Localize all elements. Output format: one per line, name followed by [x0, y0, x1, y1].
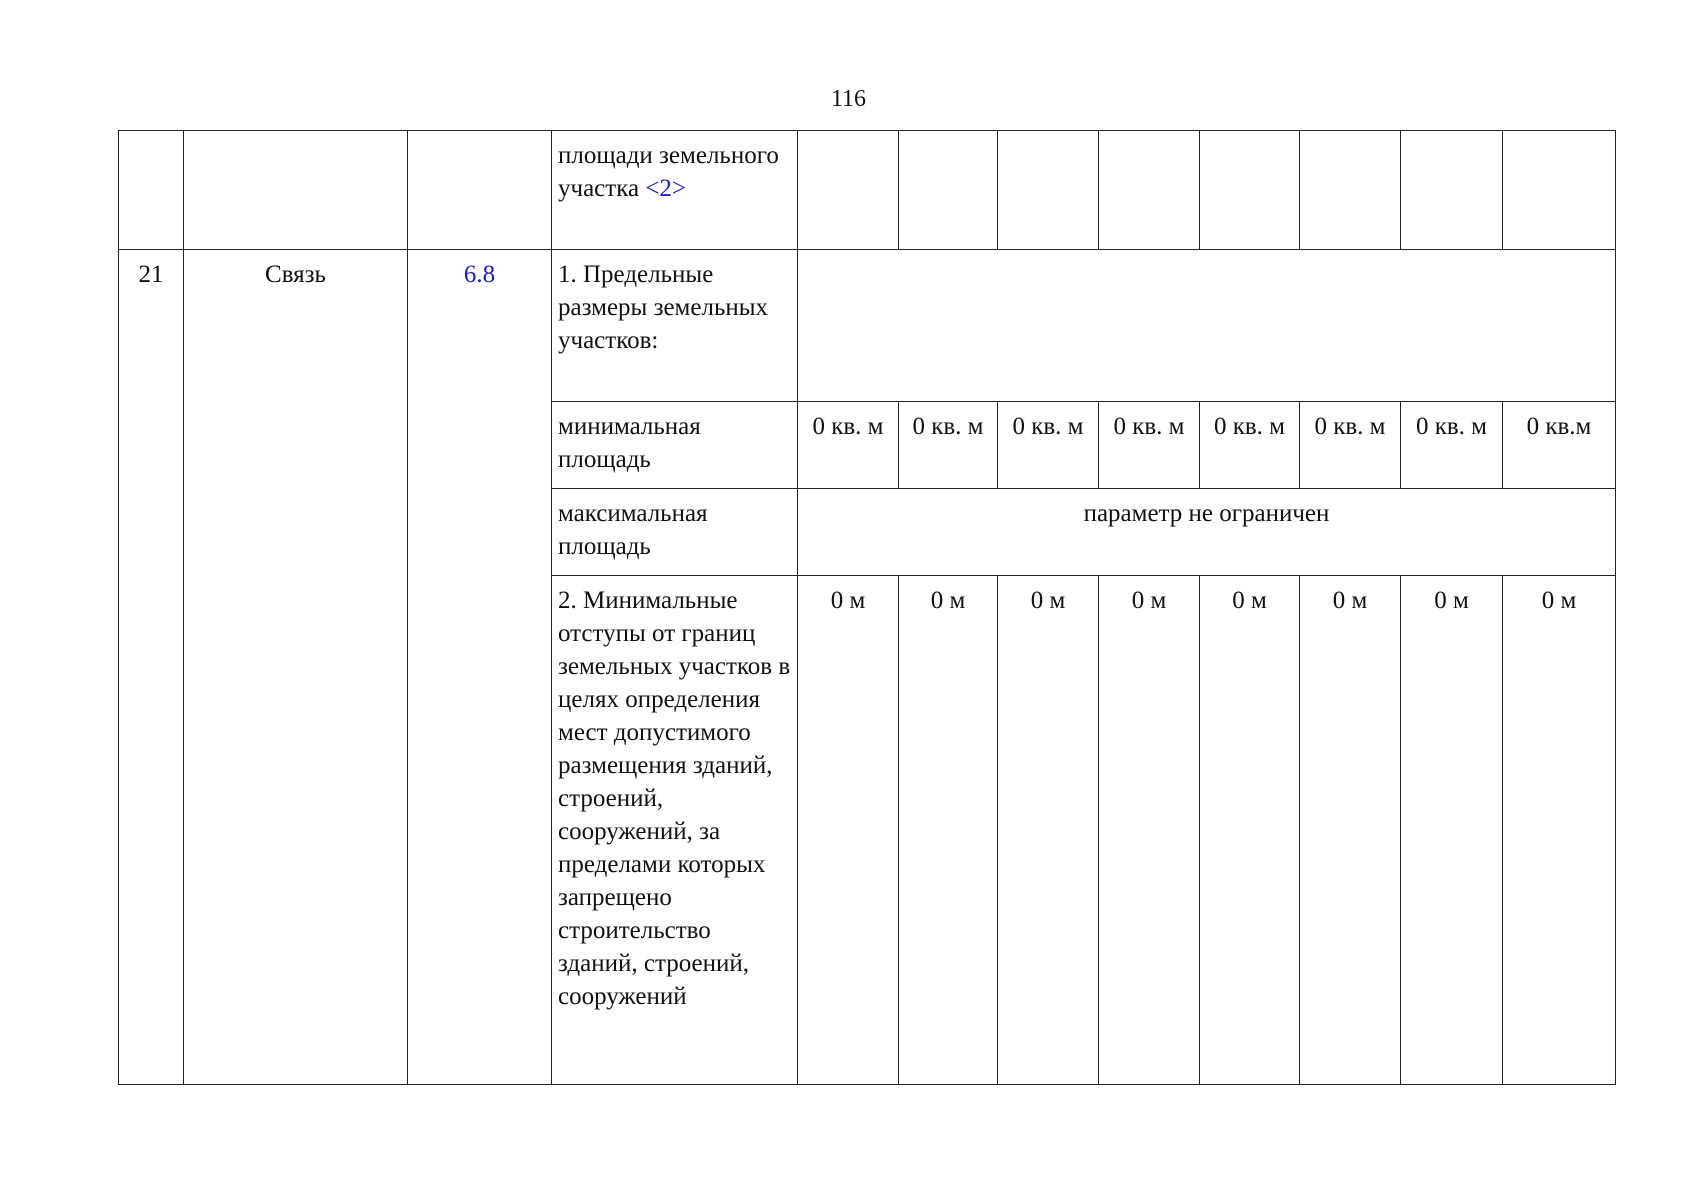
setback-value: 0 м: [1503, 576, 1616, 1085]
setback-value: 0 м: [798, 576, 899, 1085]
param-cell-land-area: [552, 131, 798, 250]
cell-empty: [998, 131, 1099, 250]
cell-empty: [1503, 131, 1616, 250]
min-area-value: 0 кв. м: [1300, 402, 1401, 489]
table-row-continuation: [119, 131, 1616, 250]
setback-value: 0 м: [1200, 576, 1300, 1085]
use-type-code: [408, 250, 552, 1085]
cell-empty: [119, 131, 184, 250]
param-max-area: максимальная площадь: [552, 489, 798, 576]
cell-empty: [1401, 131, 1503, 250]
cell-empty-merged: [798, 250, 1616, 402]
param-text: площади земельного участка: [558, 142, 779, 202]
param-setbacks: 2. Минимальные отступы от границ земельных участков в целях определения мест допустимого размещения зданий, строений, сооружений, за пределами которых запрещено строительство зданий, строений, сооружений: [552, 576, 798, 1085]
setback-value: 0 м: [1401, 576, 1503, 1085]
table-row-21: [119, 250, 1616, 402]
cell-empty: [1300, 131, 1401, 250]
param-sizes-header: 1. Предельные размеры земельных участков:: [552, 250, 798, 402]
row-number: 21: [119, 250, 184, 1085]
max-area-value: параметр не ограничен: [798, 489, 1616, 576]
min-area-value: 0 кв. м: [998, 402, 1099, 489]
page-number: 116: [830, 86, 867, 112]
cell-empty: [1099, 131, 1200, 250]
use-type-name: Связь: [184, 250, 408, 1085]
code-link[interactable]: 6.8: [463, 261, 496, 288]
setback-value: 0 м: [998, 576, 1099, 1085]
min-area-value: 0 кв. м: [1099, 402, 1200, 489]
setback-value: 0 м: [1300, 576, 1401, 1085]
cell-empty: [798, 131, 899, 250]
footnote-link[interactable]: <2>: [645, 175, 687, 202]
min-area-value: 0 кв.м: [1503, 402, 1616, 489]
cell-empty: [184, 131, 408, 250]
param-min-area: минимальная площадь: [552, 402, 798, 489]
min-area-value: 0 кв. м: [1401, 402, 1503, 489]
min-area-value: 0 кв. м: [1200, 402, 1300, 489]
setback-value: 0 м: [1099, 576, 1200, 1085]
regulations-table: [118, 130, 1616, 1085]
cell-empty: [899, 131, 998, 250]
min-area-value: 0 кв. м: [899, 402, 998, 489]
cell-empty: [1200, 131, 1300, 250]
min-area-value: 0 кв. м: [798, 402, 899, 489]
cell-empty: [408, 131, 552, 250]
setback-value: 0 м: [899, 576, 998, 1085]
